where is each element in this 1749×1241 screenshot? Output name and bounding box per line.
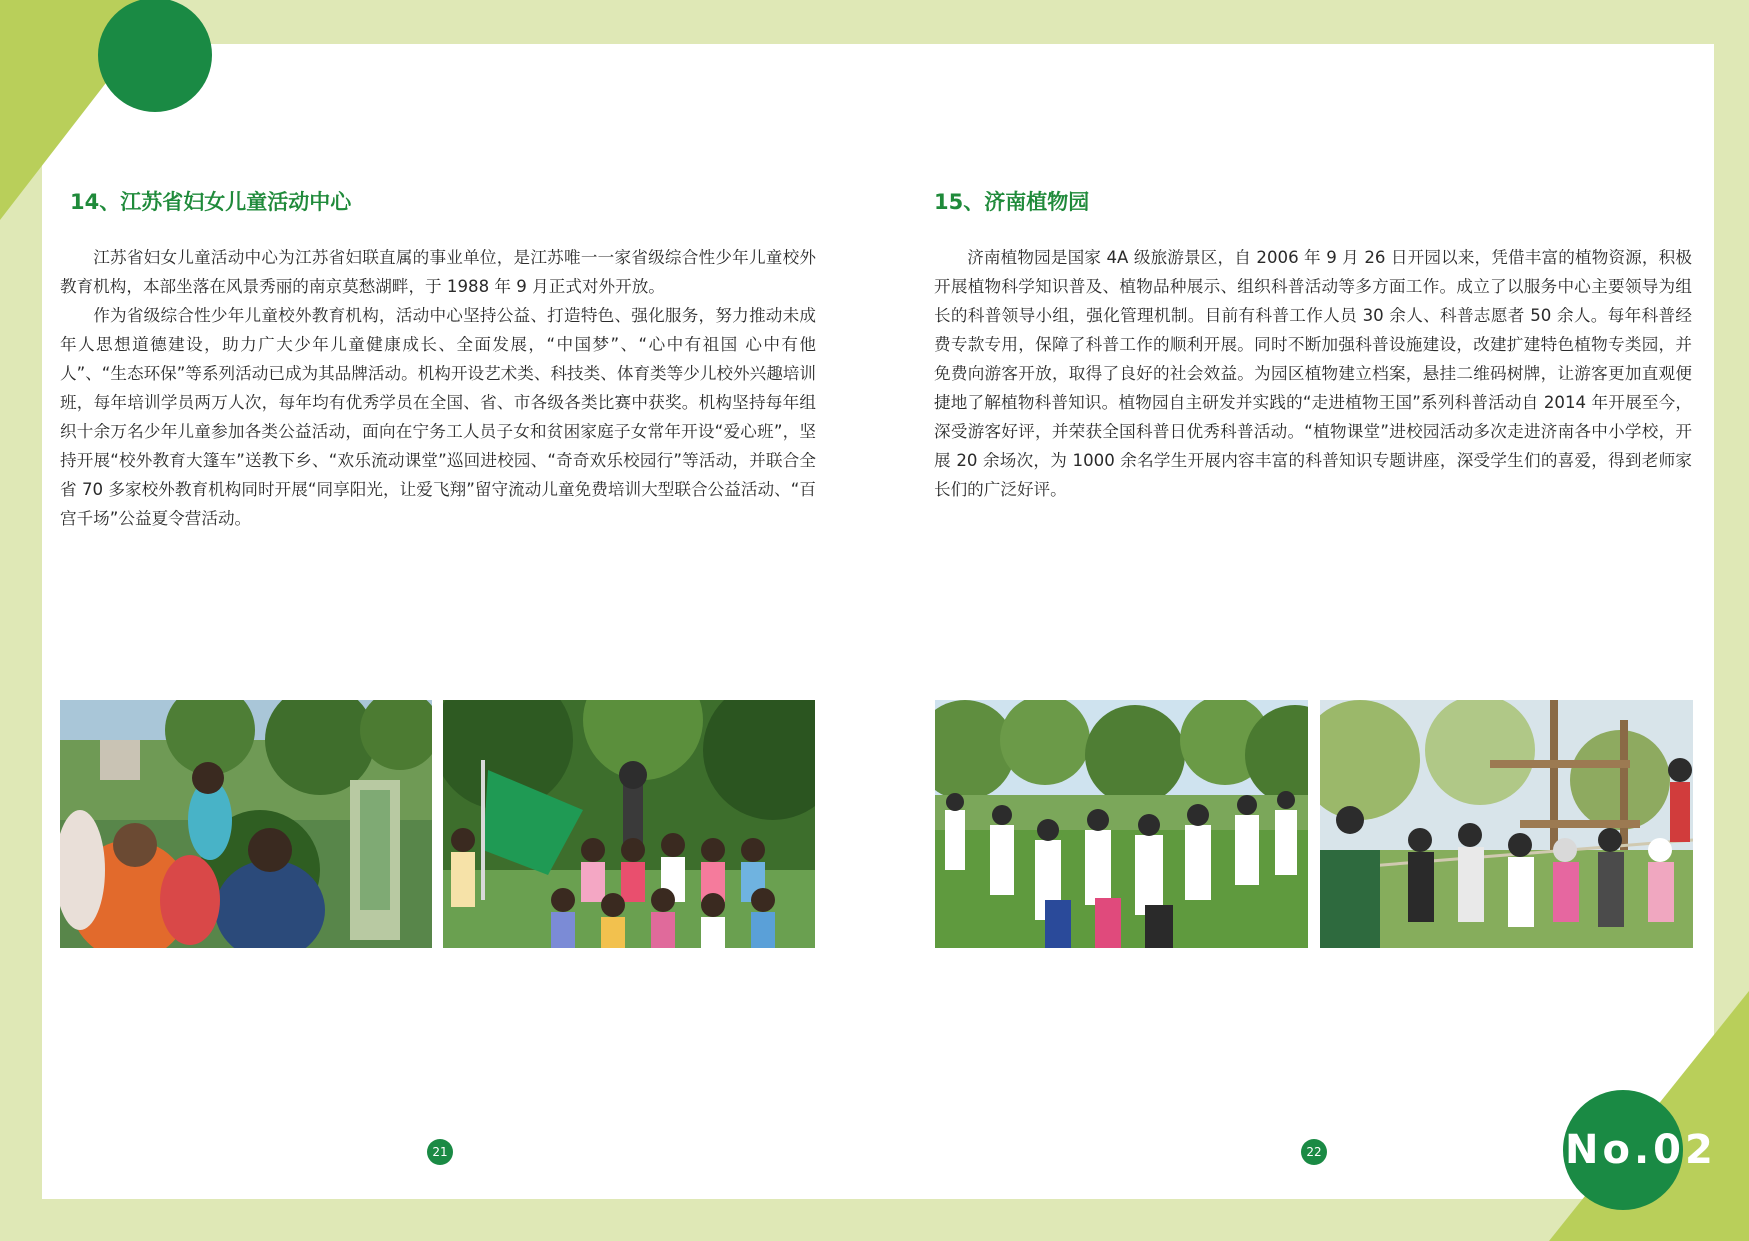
corner-decoration-circle-top-left-wrap	[0, 0, 260, 120]
issue-number: No.02	[1565, 1127, 1717, 1173]
paragraph: 作为省级综合性少年儿童校外教育机构，活动中心坚持公益、打造特色、强化服务，努力推动未成年人思想道德建设，助力广大少年儿童健康成长、全面发展，“中国梦”、“心中有祖国 心中有他人”、“生态环保”等系列活动已成为其品牌活动。机构开设艺术类、科技类、体育类等少儿校外兴趣培训班，每年培训学员两万人次，每年均有优秀学员在全国、省、市各级各类比赛中获奖。机构坚持每年组织十余万名少年儿童参加各类公益活动，面向在宁务工人员子女和贫困家庭子女常年开设“爱心班”，坚持开展“校外教育大篷车”送教下乡、“欢乐流动课堂”巡回进校园、“奇奇欢乐校园行”等活动，并联合全省 70 多家校外教育机构同时开展“同享阳光，让爱飞翔”留守流动儿童免费培训大型联合公益活动、“百宫千场”公益夏令营活动。	[60, 306, 816, 528]
photo-rope-course-adventure	[1320, 700, 1693, 948]
photo-children-outdoor-activity	[60, 700, 432, 948]
photo-students-circle-game-image	[935, 700, 1308, 948]
section-body-jinan	[934, 243, 1692, 504]
page-number-left: 21	[427, 1139, 453, 1165]
page-number-right: 22	[1301, 1139, 1327, 1165]
paragraph: 江苏省妇女儿童活动中心为江苏省妇联直属的事业单位，是江苏唯一一家省级综合性少年儿童校外教育机构，本部坐落在风景秀丽的南京莫愁湖畔，于 1988 年 9 月正式对外开放。	[60, 248, 816, 296]
photo-children-outdoor-activity-image	[60, 700, 432, 948]
page-frame	[42, 44, 1717, 1199]
photo-students-circle-game	[935, 700, 1308, 948]
photo-group-with-flag-image	[443, 700, 815, 948]
corner-decoration-circle-top-left	[98, 0, 212, 112]
photo-group-with-flag	[443, 700, 815, 948]
paragraph: 济南植物园是国家 4A 级旅游景区，自 2006 年 9 月 26 日开园以来，凭借丰富的植物资源，积极开展植物科学知识普及、植物品种展示、组织科普活动等多方面工作。成立了以服务中心主要领导为组长的科普领导小组，强化管理机制。目前有科普工作人员 30 余人、科普志愿者 50 余人。每年科普经费专款专用，保障了科普工作的顺利开展。同时不断加强科普设施建设，改建扩建特色植物专类园，并免费向游客开放，取得了良好的社会效益。为园区植物建立档案，悬挂二维码树牌，让游客更加直观便捷地了解植物科普知识。植物园自主研发并实践的“走进植物王国”系列科普活动自 2014 年开展至今，深受游客好评，并荣获全国科普日优秀科普活动。“植物课堂”进校园活动多次走进济南各中小学校，开展 20 余场次，为 1000 余名学生开展内容丰富的科普知识专题讲座，深受学生们的喜爱，得到老师家长们的广泛好评。	[934, 248, 1692, 499]
section-title-jiangsu: 14、江苏省妇女儿童活动中心	[70, 190, 352, 214]
section-body-jiangsu	[60, 243, 816, 533]
section-title-jinan: 15、济南植物园	[934, 190, 1090, 214]
photo-rope-course-adventure-image	[1320, 700, 1693, 948]
